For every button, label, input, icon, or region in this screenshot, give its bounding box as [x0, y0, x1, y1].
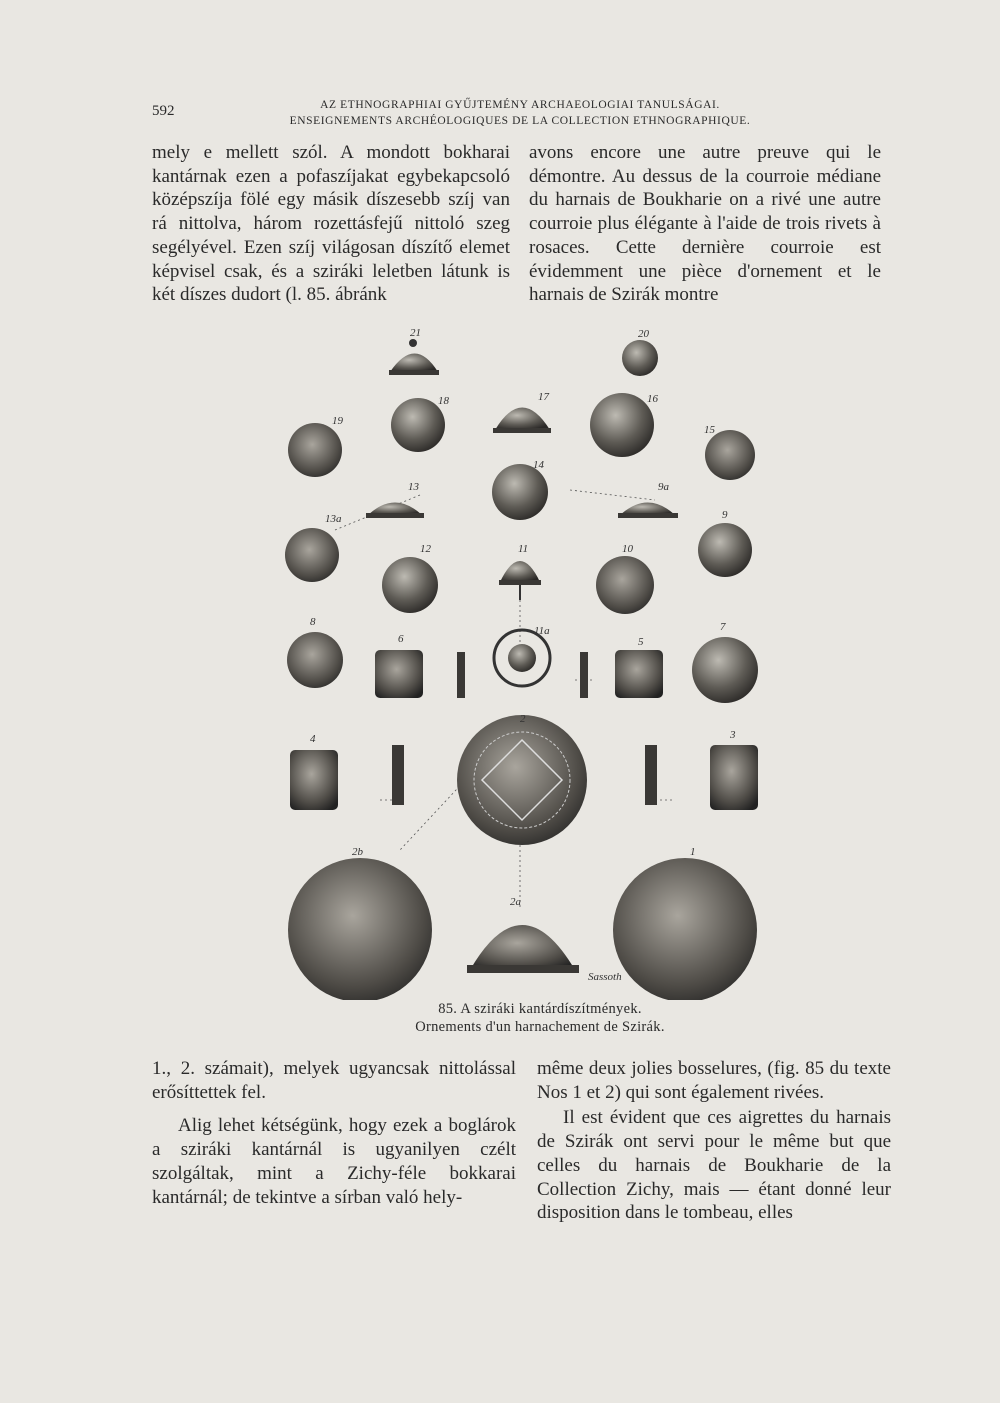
ornament-20	[622, 340, 658, 376]
ornament-5	[615, 650, 663, 698]
ornament-4	[290, 750, 338, 810]
label-13a: 13a	[325, 513, 342, 525]
ornament-13	[366, 503, 424, 519]
ornament-16	[590, 393, 654, 457]
label-11: 11	[518, 543, 529, 555]
label-9a: 9a	[658, 481, 669, 493]
label-11a: 11a	[534, 625, 550, 637]
label-5: 5	[638, 636, 644, 648]
figure-caption-hungarian: 85. A sziráki kantárdíszítmények.	[438, 1001, 642, 1017]
ornament-12	[382, 557, 438, 613]
ornament-2	[457, 715, 587, 845]
ornament-2a	[467, 925, 579, 973]
figure-illustration	[270, 320, 790, 1000]
label-2: 2	[520, 713, 526, 725]
label-13: 13	[408, 481, 419, 493]
label-8: 8	[310, 616, 316, 628]
running-title-french: ENSEIGNEMENTS ARCHÉOLOGIQUES DE LA COLLECTION ETHNOGRAPHIQUE.	[289, 115, 751, 127]
paragraph: Il est évident que ces aigrettes du harnais de Szirák ont servi pour le même but que celles du harnais de Boukharie de la Collection Zichy, mais — étant donné leur disposition dans le tombeau, elles	[537, 1107, 891, 1224]
label-4: 4	[310, 733, 316, 745]
paragraph: Alig lehet kétségünk, hogy ezek a boglárok a sziráki kantárnál is ugyanilyen czélt szolgáltak, mint a Zichy-féle bokkarai kantárnál; de tekintve a sírban való hely-	[152, 1115, 516, 1208]
text-column-hungarian-top	[152, 141, 510, 307]
ornament-3	[710, 745, 758, 810]
label-6: 6	[398, 633, 404, 645]
label-3: 3	[730, 729, 736, 741]
paragraph: même deux jolies bosselures, (fig. 85 du texte Nos 1 et 2) qui sont également rivées.	[537, 1058, 891, 1103]
label-7: 7	[720, 621, 726, 633]
label-10: 10	[622, 543, 633, 555]
label-19: 19	[332, 415, 343, 427]
artist-signature: Sassoth	[588, 971, 622, 983]
label-15: 15	[704, 424, 715, 436]
label-9: 9	[722, 509, 728, 521]
label-2b: 2b	[352, 846, 363, 858]
text-column-french-top	[529, 141, 881, 307]
ornament-11a	[494, 630, 550, 686]
ornament-21	[389, 339, 439, 375]
ornament-19	[288, 423, 342, 477]
strap-end	[645, 745, 657, 805]
text-column-hungarian-bottom	[152, 1057, 516, 1209]
label-17: 17	[538, 391, 549, 403]
ornament-18	[391, 398, 445, 452]
ornament-6	[375, 650, 423, 698]
paragraph: mely e mellett szól. A mondott bokharai kantárnak ezen a pofaszíjakat egybekapcsoló középszíja fölé egy másik díszesebb szíj van rá nittolva, három rozettásfejű nittoló szeg segélyével. Ezen szíj világosan díszítő elemet képvisel csak, és a sziráki leletben látunk is két díszes dudort (l. 85. ábránk	[152, 142, 510, 306]
strap-end	[580, 652, 588, 698]
label-1: 1	[690, 846, 696, 858]
paragraph: 1., 2. számait), melyek ugyancsak nittolással erősíttettek fel.	[152, 1058, 516, 1103]
paragraph: avons encore une autre preuve qui le démontre. Au dessus de la courroie médiane du harnais de Boukharie on a rivé une autre courroie plus élégante à l'aide de trois rivets à rosaces. Cette dernière courroie est évidemment une pièce d'ornement et le harnais de Szirák montre	[529, 142, 881, 306]
ornament-11	[499, 561, 541, 600]
ornament-14	[492, 464, 548, 520]
ornament-9a	[618, 503, 678, 519]
figure-85-harness-ornaments	[270, 320, 790, 1000]
label-14: 14	[533, 459, 544, 471]
label-2a: 2a	[510, 896, 521, 908]
ornament-15	[705, 430, 755, 480]
strap-end	[457, 652, 465, 698]
label-18: 18	[438, 395, 449, 407]
label-12: 12	[420, 543, 431, 555]
text-column-french-bottom	[537, 1057, 891, 1225]
ornament-2b	[288, 858, 432, 1000]
ornament-10	[596, 556, 654, 614]
page-number: 592	[152, 103, 175, 119]
figure-caption-french: Ornements d'un harnachement de Szirák.	[415, 1019, 665, 1035]
running-title-hungarian: AZ ETHNOGRAPHIAI GYŰJTEMÉNY ARCHAEOLOGIAI TANULSÁGAI.	[320, 99, 720, 111]
ornament-13a	[285, 528, 339, 582]
label-21: 21	[410, 327, 421, 339]
ornament-9	[698, 523, 752, 577]
ornament-17	[493, 408, 551, 434]
strap-end	[392, 745, 404, 805]
ornament-1	[613, 858, 757, 1000]
label-16: 16	[647, 393, 658, 405]
ornament-7	[692, 637, 758, 703]
ornament-8	[287, 632, 343, 688]
label-20: 20	[638, 328, 649, 340]
